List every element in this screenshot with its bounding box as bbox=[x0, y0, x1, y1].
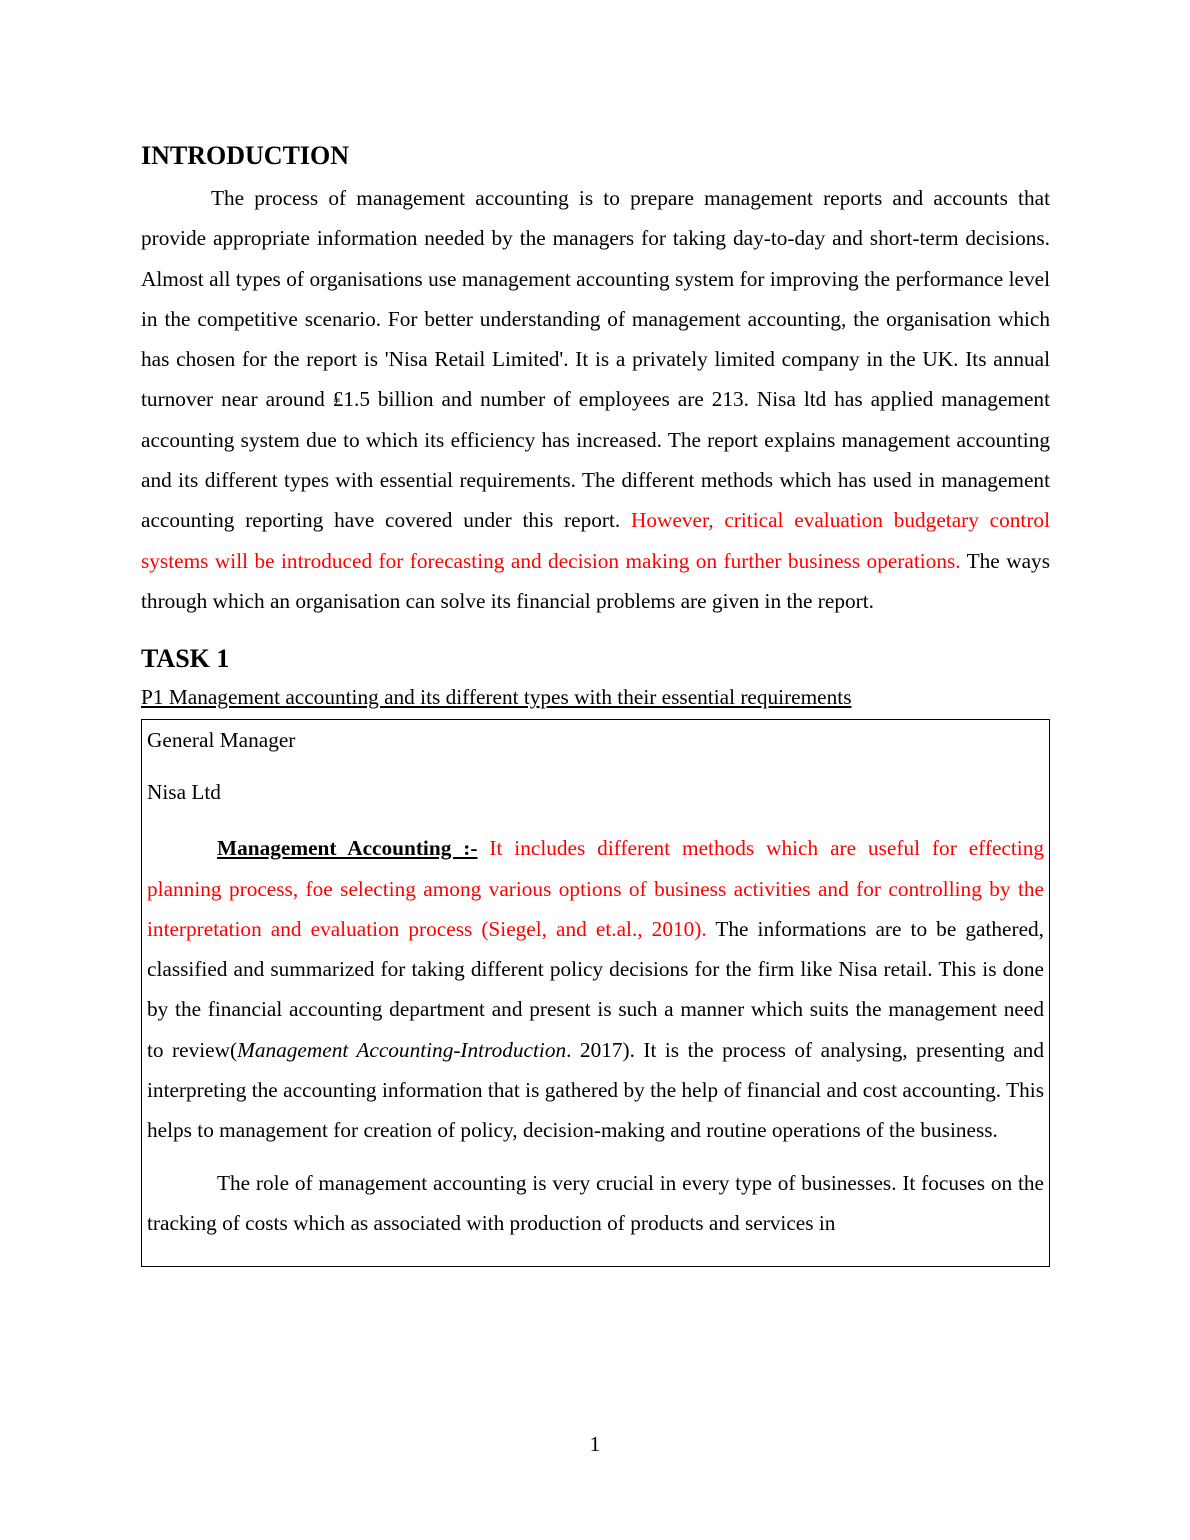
management-accounting-term: Management Accounting :- bbox=[217, 836, 478, 861]
document-page bbox=[141, 138, 1050, 1267]
letter-recipient: General Manager bbox=[147, 728, 296, 753]
task1-heading: TASK 1 bbox=[141, 644, 230, 674]
definition-text-1: The informations are to be gathered, classified and summarized for taking different policy decisions for the firm like Nisa retail. This is done by the financial accounting department and present is such a manner which suits the management need to review( bbox=[147, 916, 1044, 1062]
intro-text-part1: The process of management accounting is to prepare management reports and accounts that provide appropriate information needed by the managers for taking day-to-day and short-term decisions. Almost all types of organisations use management accounting system for improving the performance level in the competitive scenario. For better understanding of management accounting, the organisation which has chosen for the report is 'Nisa Retail Limited'. It is a privately limited company in the UK. Its annual turnover near around ₤1.5 billion and number of employees are 213. Nisa ltd has applied management accounting system due to which its efficiency has increased. The report explains management accounting and its different types with essential requirements. The different methods which has used in management accounting reporting have covered under this report. bbox=[141, 186, 1050, 533]
task1-subheading: P1 Management accounting and its different types with their essential requirements bbox=[141, 685, 852, 710]
definition-highlight: It includes different methods which are useful for effecting planning process, foe selecting among various options of business activities and for controlling by the interpretation and evaluation process (Siegel, and et.al., 2010). bbox=[147, 836, 1044, 941]
page-number: 1 bbox=[589, 1432, 601, 1456]
introduction-heading: INTRODUCTION bbox=[141, 141, 350, 170]
intro-text-part2: The ways through which an organisation can solve its financial problems are given in the report. bbox=[141, 548, 1050, 613]
intro-text-highlight: However, critical evaluation budgetary control systems will be introduced for forecasting and decision making on further business operations. bbox=[141, 508, 1050, 573]
citation-title: Management Accounting-Introduction bbox=[237, 1037, 567, 1062]
introduction-paragraph bbox=[141, 178, 1050, 621]
letter-box bbox=[141, 719, 1050, 1267]
definition-text-2: . 2017). It is the process of analysing, presenting and interpreting the accounting information that is gathered by the help of financial and cost accounting. This helps to management for creation of policy, decision-making and routine operations of the business. bbox=[147, 1037, 1044, 1143]
role-paragraph: The role of management accounting is very crucial in every type of businesses. It focuses on the tracking of costs which as associated with production of products and services in bbox=[147, 1170, 1044, 1235]
management-accounting-paragraph bbox=[147, 828, 1044, 1150]
letter-company: Nisa Ltd bbox=[147, 780, 221, 805]
